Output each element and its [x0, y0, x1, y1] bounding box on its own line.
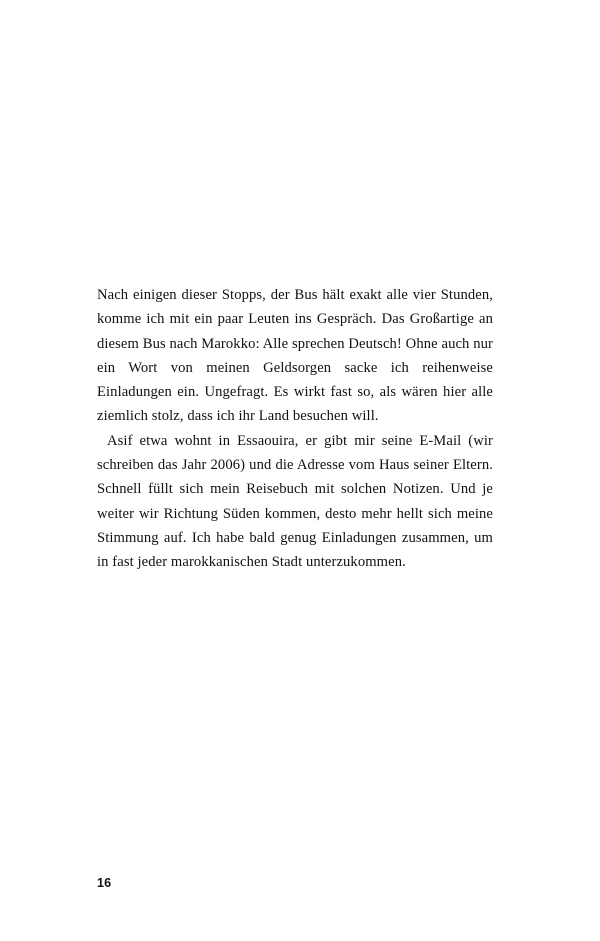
- paragraph: Nach einigen dieser Stopps, der Bus hält exakt alle vier Stunden, komme ich mit ein paar Leuten ins Gespräch. Das Großartige an diesem Bus nach Marokko: Alle sprechen Deutsch! Ohne auch nur ein Wort von meinen Geldsorgen sacke ich reihenweise Einladungen ein. Ungefragt. Es wirkt fast so, als wären hier alle ziemlich stolz, dass ich ihr Land besuchen will.: [97, 287, 493, 425]
- paragraph: Asif etwa wohnt in Essaouira, er gibt mir seine E-Mail (wir schreiben das Jahr 2006) und die Adresse vom Haus seiner Eltern. Schnell füllt sich mein Reisebuch mit solchen Notizen. Und je weiter wir Richtung Süden kommen, desto mehr hellt sich meine Stimmung auf. Ich habe bald genug Einladungen zusammen, um in fast jeder marokkanischen Stadt unterzukommen.: [97, 432, 493, 571]
- body-text: [97, 283, 493, 575]
- page-number: 16: [97, 876, 112, 890]
